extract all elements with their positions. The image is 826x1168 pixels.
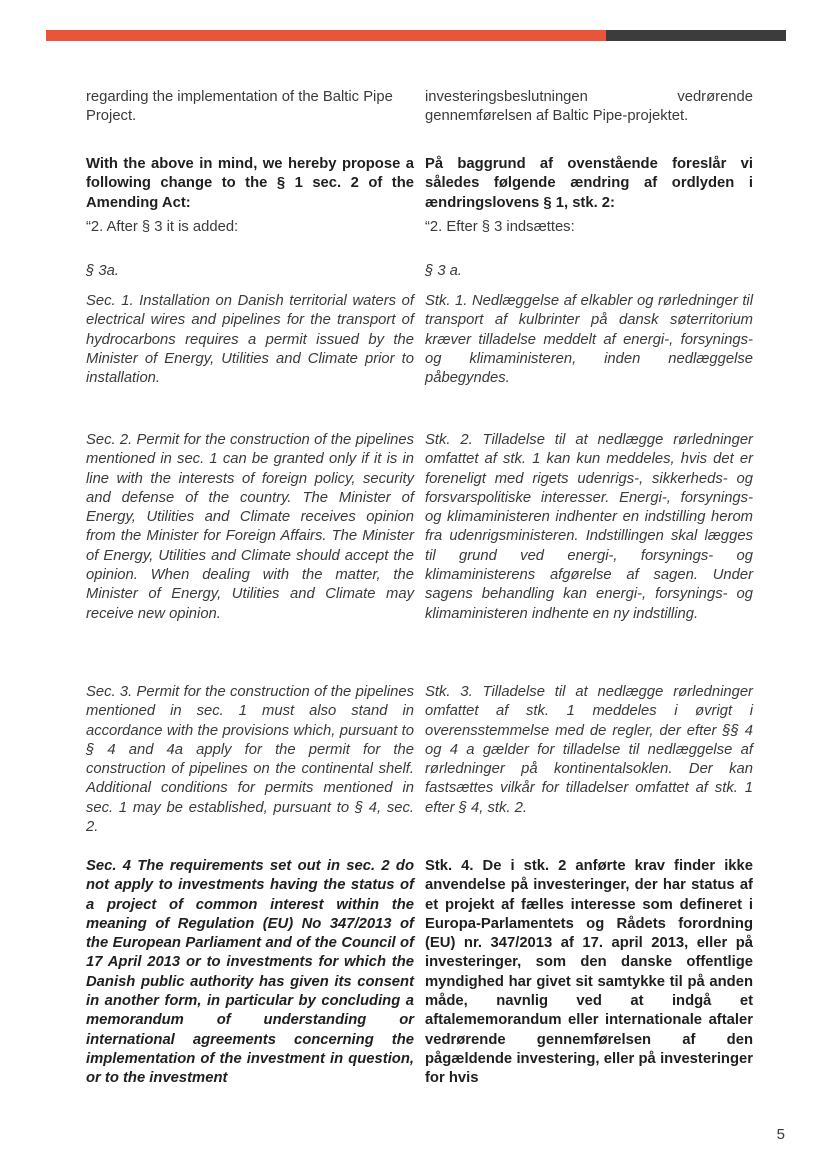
da-stk-2: Stk. 2. Tilladelse til at nedlægge rørledninger omfattet af stk. 1 kan kun meddeles, hvis det er foreneligt med rigets udenrigs-, sikkerheds- og forsvarspolitiske interesser. Energi-, forsynings- og klimaministeren indhenter en indstilling herom fra udenrigsministeren. Indstillingen skal lægges til grund ved energi-, forsynings- og klimaministerens afgørelse af sagen. Under sagens behandling kan energi-, forsynings- og klimaministeren indhente en ny indstilling.	[425, 432, 753, 622]
en-sec-4: Sec. 4 The requirements set out in sec. 2 do not apply to investments having the status of a project of common interest within the meaning of Regulation (EU) No 347/2013 of the European Parliament and of the Council of 17 April 2013 or to investments for which the Danish public authority has given its consent in another form, in particular by concluding a memorandum of understanding or international agreements concerning the implementation of the investment in question, or to the investment	[86, 858, 414, 1087]
da-proposal-heading: På baggrund af ovenstående foreslår vi således følgende ændring af ordlyden i ændringslovens § 1, stk. 2:	[425, 156, 753, 211]
header-color-bar	[46, 30, 786, 41]
en-sec-3: Sec. 3. Permit for the construction of the pipelines mentioned in sec. 1 must also stand in accordance with the provisions which, pursuant to § 4 and 4a apply for the permit for the construction of pipelines on the continental shelf. Additional conditions for permits mentioned in sec. 1 may be established, pursuant to § 4, sec. 2.	[86, 684, 414, 836]
da-stk-1: Stk. 1. Nedlæggelse af elkabler og rørledninger til transport af kulbrinter på dansk søterritorium kræver tilladelse meddelt af energi-, forsynings- og klimaministeren, inden nedlæggelse påbegyndes.	[425, 293, 753, 387]
header-bar-dark-segment	[606, 30, 786, 41]
da-amendment-intro: “2. Efter § 3 indsættes:	[425, 219, 575, 235]
en-section-title: § 3a.	[86, 263, 119, 279]
en-proposal-heading: With the above in mind, we hereby propose a following change to the § 1 sec. 2 of the Amending Act:	[86, 156, 414, 211]
en-amendment-intro: “2. After § 3 it is added:	[86, 219, 239, 235]
da-continuation-text: investeringsbeslutningen vedrørende gennemførelsen af Baltic Pipe-projektet.	[425, 89, 753, 125]
en-continuation-text: regarding the implementation of the Baltic Pipe Project.	[86, 89, 393, 125]
header-bar-red-segment	[46, 30, 606, 41]
page-number: 5	[776, 1126, 785, 1143]
en-sec-2: Sec. 2. Permit for the construction of the pipelines mentioned in sec. 1 can be granted only if it is in line with the interests of foreign policy, security and defense of the country. The Minister of Energy, Utilities and Climate receives opinion from the Minister for Foreign Affairs. The Minister of Energy, Utilities and Climate should accept the opinion. When dealing with the matter, the Minister of Energy, Utilities and Climate may receive new opinion.	[86, 432, 414, 622]
da-stk-4: Stk. 4. De i stk. 2 anførte krav finder ikke anvendelse på investeringer, der har status af et projekt af fælles interesse som defineret i Europa-Parlamentets og Rådets forordning (EU) nr. 347/2013 af 17. april 2013, eller på investeringer, som den danske offentlige myndighed har givet sit samtykke til på anden måde, navnlig ved at indgå et aftalememorandum eller internationale aftaler vedrørende gennemførelsen af den pågældende investering, eller på investeringer for hvis	[425, 858, 753, 1087]
da-stk-3: Stk. 3. Tilladelse til at nedlægge rørledninger omfattet af stk. 1 meddeles i øvrigt i overensstemmelse med de regler, der efter §§ 4 og 4 a gælder for tilladelse til nedlæggelse af rørledninger på kontinentalsoklen. Der kan fastsættes vilkår for tilladelser omfattet af stk. 1 efter § 4, stk. 2.	[425, 684, 753, 816]
da-section-title: § 3 a.	[425, 263, 463, 279]
en-sec-1: Sec. 1. Installation on Danish territorial waters of electrical wires and pipelines for the transport of hydrocarbons requires a permit issued by the Minister of Energy, Utilities and Climate prior to installation.	[86, 293, 414, 387]
